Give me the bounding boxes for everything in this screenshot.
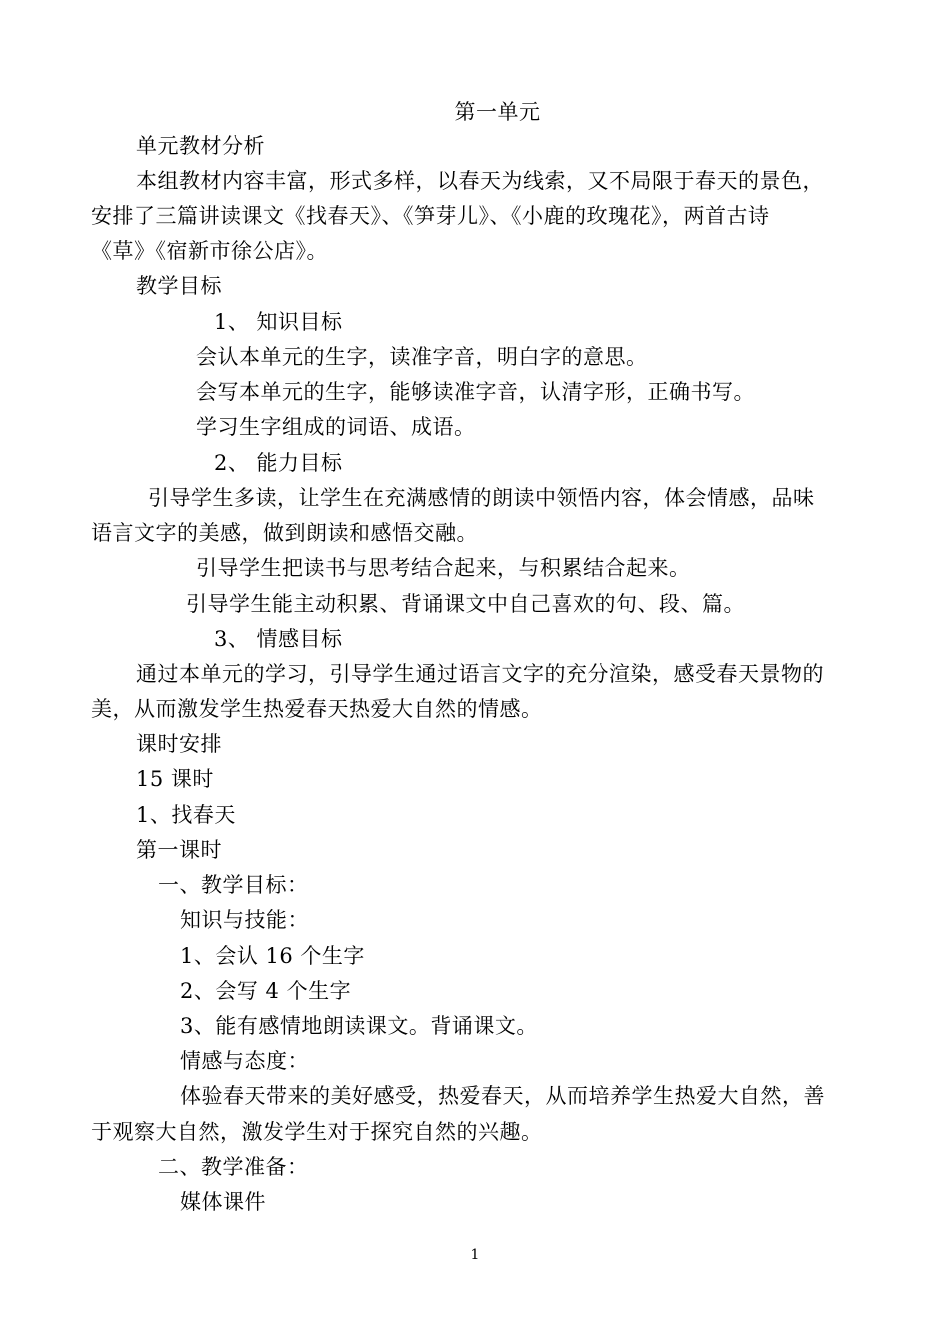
- page-number: 1: [470, 1247, 480, 1263]
- text-line: 课时安排: [136, 732, 222, 756]
- text-line: 体验春天带来的美好感受，热爱春天，从而培养学生热爱大自然，善: [180, 1084, 825, 1108]
- text-line: 3、 情感目标: [214, 627, 343, 651]
- text-line: 媒体课件: [180, 1190, 266, 1214]
- text-line: 1、找春天: [136, 803, 236, 827]
- text-line: 一、教学目标：: [158, 873, 309, 897]
- page-title: 第一单元: [454, 100, 541, 124]
- text-line: 美，从而激发学生热爱春天热爱大自然的情感。: [91, 697, 543, 721]
- text-line: 本组教材内容丰富，形式多样，以春天为线索，又不局限于春天的景色，: [136, 169, 824, 193]
- text-line: 1、会认 16 个生字: [180, 944, 365, 968]
- text-line: 引导学生能主动积累、背诵课文中自己喜欢的句、段、篇。: [186, 592, 745, 616]
- text-line: 于观察大自然，激发学生对于探究自然的兴趣。: [91, 1120, 543, 1144]
- text-line: 15 课时: [136, 767, 214, 791]
- text-line: 《草》《宿新市徐公店》。: [91, 239, 328, 263]
- text-line: 知识与技能：: [180, 908, 309, 932]
- text-line: 1、 知识目标: [214, 310, 343, 334]
- text-line: 会写本单元的生字，能够读准字音，认清字形，正确书写。: [196, 380, 755, 404]
- text-line: 引导学生把读书与思考结合起来，与积累结合起来。: [196, 556, 691, 580]
- text-line: 二、教学准备：: [158, 1155, 309, 1179]
- text-line: 第一课时: [136, 838, 222, 862]
- text-line: 会认本单元的生字，读准字音，明白字的意思。: [196, 345, 648, 369]
- text-line: 语言文字的美感，做到朗读和感悟交融。: [91, 521, 478, 545]
- text-line: 2、 能力目标: [214, 451, 343, 475]
- text-line: 引导学生多读，让学生在充满感情的朗读中领悟内容，体会情感，品味: [148, 486, 815, 510]
- text-line: 情感与态度：: [180, 1049, 309, 1073]
- text-line: 通过本单元的学习，引导学生通过语言文字的充分渲染，感受春天景物的: [136, 662, 824, 686]
- text-line: 教学目标: [136, 274, 222, 298]
- text-line: 3、能有感情地朗读课文。背诵课文。: [180, 1014, 538, 1038]
- text-line: 2、会写 4 个生字: [180, 979, 352, 1003]
- text-line: 单元教材分析: [136, 134, 265, 158]
- text-line: 学习生字组成的词语、成语。: [196, 415, 476, 439]
- text-line: 安排了三篇讲读课文《找春天》、《笋芽儿》、《小鹿的玫瑰花》，两首古诗: [91, 204, 770, 228]
